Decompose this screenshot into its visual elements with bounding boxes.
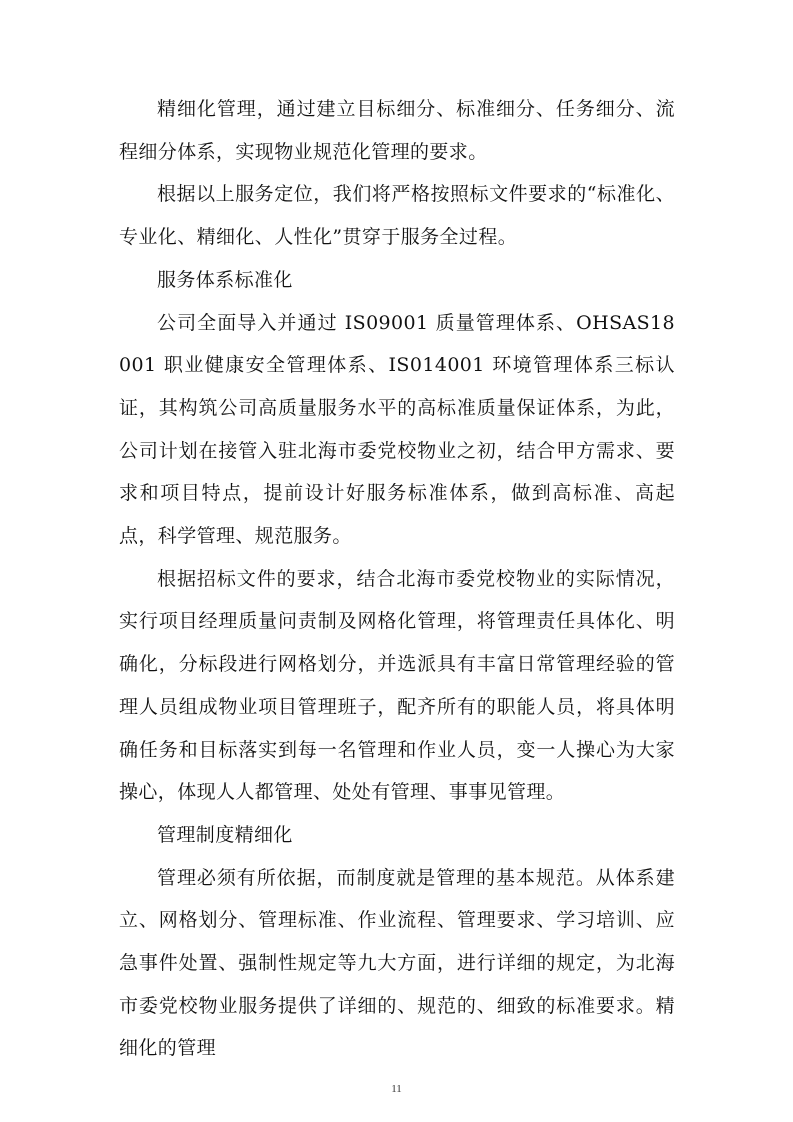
body-paragraph: 公司全面导入并通过 IS09001 质量管理体系、OHSAS18001 职业健康安全管理体系、IS014001 环境管理体系三标认证，其构筑公司高质量服务水平的高标准质量保证体系，为此，公司计划在接管入驻北海市委党校物业之初，结合甲方需求、要求和项目特点，提前设计好服务标准体系，做到高标准、高起点，科学管理、规范服务。: [119, 311, 675, 548]
section-heading: 服务体系标准化: [157, 268, 293, 291]
body-paragraph: 根据以上服务定位，我们将严格按照标文件要求的“标准化、专业化、精细化、人性化”贯穿于服务全过程。: [119, 183, 675, 249]
body-paragraph: 根据招标文件的要求，结合北海市委党校物业的实际情况，实行项目经理质量问责制及网格化管理，将管理责任具体化、明确化，分标段进行网格划分，并选派具有丰富日常管理经验的管理人员组成物业项目管理班子，配齐所有的职能人员，将具体明确任务和目标落实到每一名管理和作业人员，变一人操心为大家操心，体现人人都管理、处处有管理、事事见管理。: [119, 567, 675, 804]
section-heading: 管理制度精细化: [157, 823, 293, 846]
document-body: [119, 88, 675, 1070]
page-number: 11: [391, 1083, 402, 1095]
body-paragraph: 精细化管理，通过建立目标细分、标准细分、任务细分、流程细分体系，实现物业规范化管理的要求。: [119, 98, 675, 163]
body-paragraph: 管理必须有所依据，而制度就是管理的基本规范。从体系建立、网格划分、管理标准、作业流程、管理要求、学习培训、应急事件处置、强制性规定等九大方面，进行详细的规定，为北海市委党校物业服务提供了详细的、规范的、细致的标准要求。精细化的管理: [119, 866, 675, 1060]
